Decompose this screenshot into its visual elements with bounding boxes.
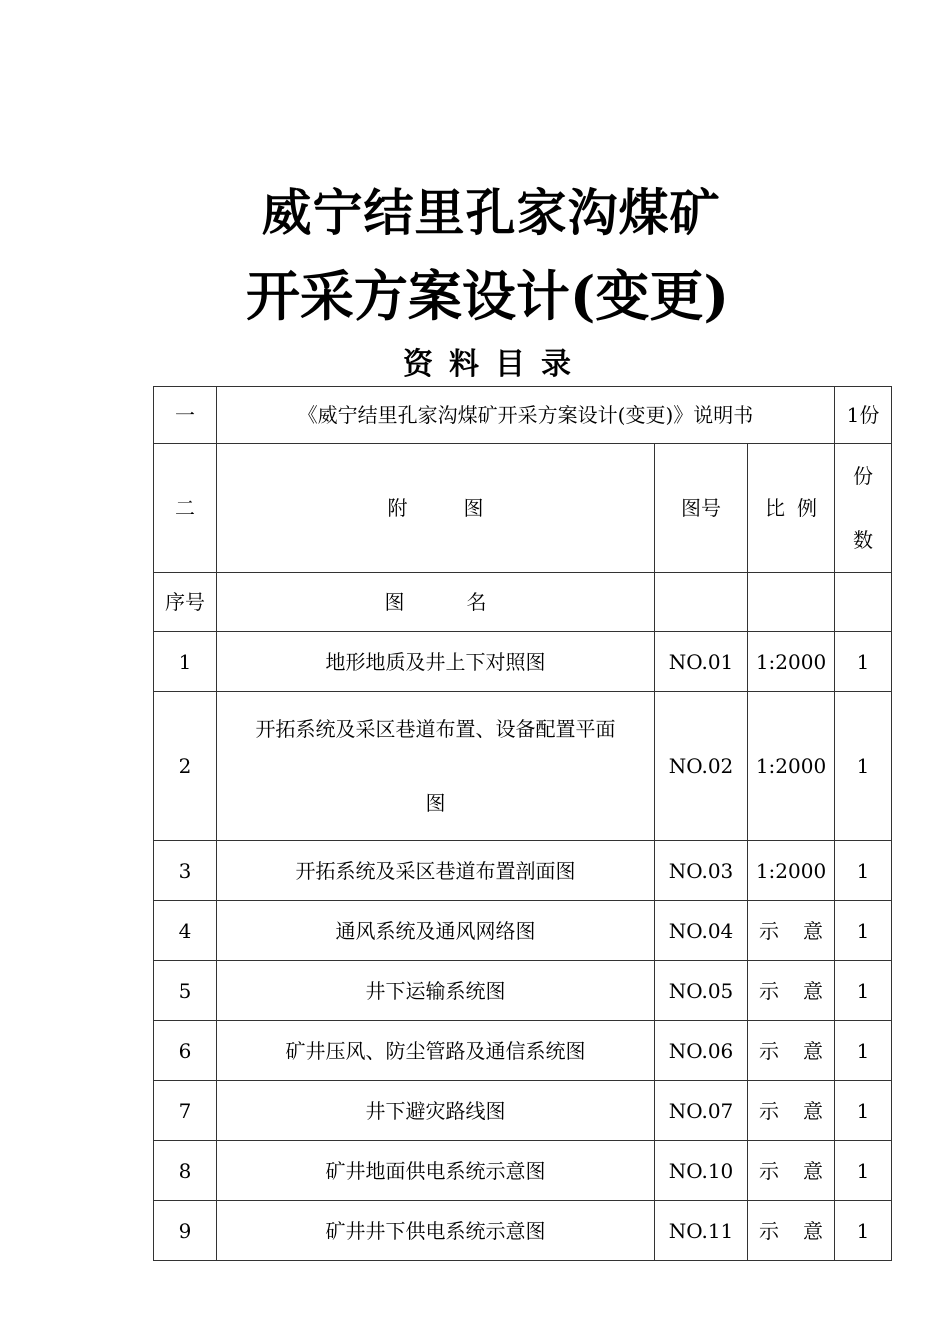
row-fig-no: NO.01 (655, 632, 748, 692)
row-fig-no: NO.05 (655, 961, 748, 1021)
row-scale: 示 意 (748, 901, 835, 961)
row-fig-no: NO.10 (655, 1141, 748, 1201)
table-row (154, 692, 892, 841)
catalog-table (153, 386, 892, 1261)
row-index: 1 (154, 632, 217, 692)
row-copies: 1 (835, 1141, 892, 1201)
row-index: 6 (154, 1021, 217, 1081)
row-fig-no: NO.11 (655, 1201, 748, 1261)
row-fig-no: NO.02 (655, 692, 748, 841)
table-row (154, 632, 892, 692)
table-row (154, 1021, 892, 1081)
row-name: 矿井地面供电系统示意图 (217, 1141, 655, 1201)
row-name: 井下运输系统图 (217, 961, 655, 1021)
column-header-row (154, 573, 892, 632)
row-name: 通风系统及通风网络图 (217, 901, 655, 961)
figure-section-index: 二 (154, 444, 217, 573)
row-fig-no: NO.03 (655, 841, 748, 901)
figure-header-row (154, 444, 892, 573)
fig-no-header: 图号 (655, 444, 748, 573)
row-fig-no: NO.04 (655, 901, 748, 961)
table-row (154, 1081, 892, 1141)
row-name: 开拓系统及采区巷道布置、设备配置平面 图 (217, 692, 655, 841)
table-row (154, 901, 892, 961)
row-copies: 1 (835, 961, 892, 1021)
row-scale: 1:2000 (748, 841, 835, 901)
row-copies: 1 (835, 632, 892, 692)
row-index: 5 (154, 961, 217, 1021)
index-header: 序号 (154, 573, 217, 632)
row-name: 开拓系统及采区巷道布置剖面图 (217, 841, 655, 901)
row-name: 地形地质及井上下对照图 (217, 632, 655, 692)
row-index: 2 (154, 692, 217, 841)
row-index: 7 (154, 1081, 217, 1141)
row-fig-no: NO.06 (655, 1021, 748, 1081)
row-name: 矿井压风、防尘管路及通信系统图 (217, 1021, 655, 1081)
table-row (154, 841, 892, 901)
figure-section-label: 附 图 (217, 444, 655, 573)
row-name: 井下避灾路线图 (217, 1081, 655, 1141)
row-scale: 1:2000 (748, 632, 835, 692)
table-row (154, 1141, 892, 1201)
catalog-heading: 资料目录 (403, 347, 587, 382)
row-index: 8 (154, 1141, 217, 1201)
row-index: 3 (154, 841, 217, 901)
copies-header: 份 数 (835, 444, 892, 573)
row-copies: 1 (835, 901, 892, 961)
row-name: 矿井井下供电系统示意图 (217, 1201, 655, 1261)
manual-index: 一 (154, 387, 217, 444)
name-header: 图 名 (217, 573, 655, 632)
row-scale: 示 意 (748, 961, 835, 1021)
scale-header: 比 例 (748, 444, 835, 573)
manual-row (154, 387, 892, 444)
manual-copies: 1份 (835, 387, 892, 444)
row-index: 9 (154, 1201, 217, 1261)
row-copies: 1 (835, 1201, 892, 1261)
row-scale: 示 意 (748, 1141, 835, 1201)
row-index: 4 (154, 901, 217, 961)
row-copies: 1 (835, 1021, 892, 1081)
row-scale: 示 意 (748, 1021, 835, 1081)
table-row (154, 1201, 892, 1261)
row-scale: 示 意 (748, 1201, 835, 1261)
row-fig-no: NO.07 (655, 1081, 748, 1141)
manual-name: 《威宁结里孔家沟煤矿开采方案设计(变更)》说明书 (217, 387, 835, 444)
row-copies: 1 (835, 1081, 892, 1141)
row-copies: 1 (835, 692, 892, 841)
document-title-line2: 开采方案设计(变更) (245, 264, 730, 328)
table-row (154, 961, 892, 1021)
row-scale: 示 意 (748, 1081, 835, 1141)
document-title-line1: 威宁结里孔家沟煤矿 (261, 183, 721, 242)
row-copies: 1 (835, 841, 892, 901)
row-scale: 1:2000 (748, 692, 835, 841)
